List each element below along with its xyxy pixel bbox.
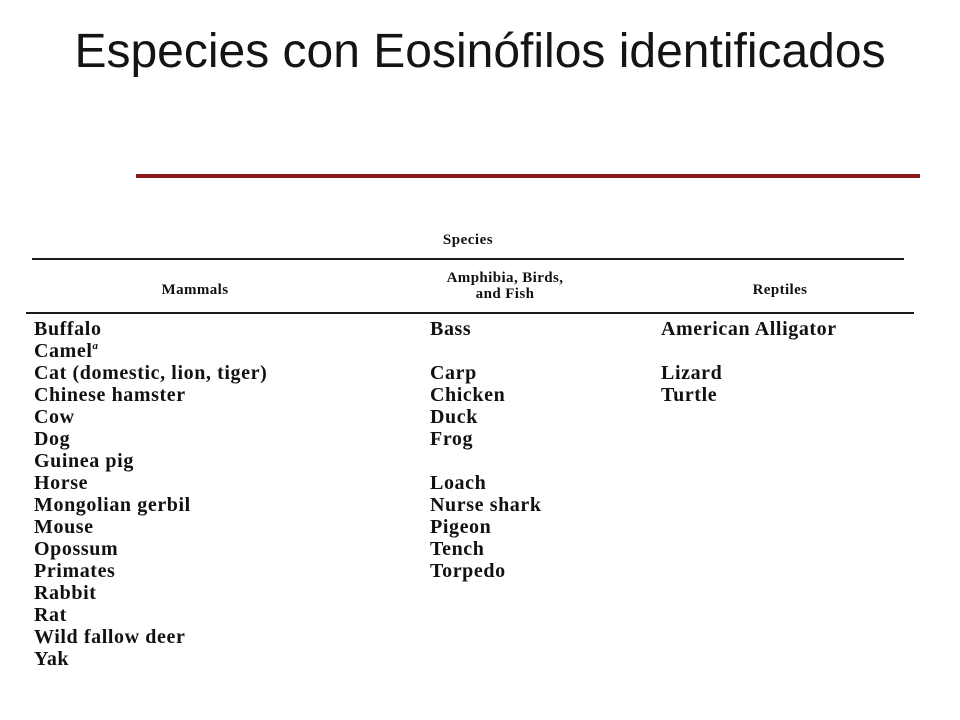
- title-divider: [136, 174, 920, 178]
- species-amphibia-bird-fish: Chicken: [430, 384, 506, 406]
- species-reptile: [661, 340, 837, 362]
- species-amphibia-bird-fish: [430, 340, 542, 362]
- table-rule-top: [32, 258, 904, 260]
- species-mammal: [34, 626, 267, 648]
- column-reptiles: [661, 318, 837, 406]
- species-amphibia-bird-fish: [430, 450, 542, 472]
- species-reptile: Turtle: [661, 384, 718, 406]
- species-name: Yak: [34, 648, 70, 670]
- column-header-amphibia-line2: and Fish: [475, 286, 535, 302]
- species-mammal: [34, 582, 267, 604]
- footnote-marker: a: [92, 340, 99, 352]
- species-name: Camel: [34, 340, 93, 362]
- species-amphibia-bird-fish: Torpedo: [430, 560, 506, 582]
- table-rule-header: [26, 312, 914, 314]
- species-amphibia-bird-fish: Carp: [430, 362, 477, 384]
- species-amphibia-bird-fish: Duck: [430, 406, 478, 428]
- species-mammal: [34, 450, 267, 472]
- table-header-species: Species: [442, 232, 494, 248]
- species-mammal: [34, 406, 267, 428]
- column-amphibia-birds-fish: [430, 318, 542, 582]
- species-mammal: [34, 428, 267, 450]
- column-mammals: [34, 318, 267, 670]
- species-name: Mongolian gerbil: [34, 494, 191, 516]
- species-mammal: [34, 340, 267, 362]
- species-amphibia-bird-fish: Loach: [430, 472, 487, 494]
- species-name: Guinea pig: [34, 450, 134, 472]
- species-name: Mouse: [34, 516, 94, 538]
- species-name: Horse: [34, 472, 89, 494]
- slide-title: Especies con Eosinófilos identificados: [74, 25, 886, 78]
- species-name: Opossum: [34, 538, 119, 560]
- species-amphibia-bird-fish: Bass: [430, 318, 472, 340]
- species-mammal: [34, 560, 267, 582]
- species-amphibia-bird-fish: Tench: [430, 538, 485, 560]
- species-name: Cat (domestic, lion, tiger): [34, 362, 268, 384]
- species-mammal: [34, 494, 267, 516]
- species-name: Dog: [34, 428, 71, 450]
- species-name: Buffalo: [34, 318, 102, 340]
- species-amphibia-bird-fish: Frog: [430, 428, 474, 450]
- species-mammal: [34, 648, 267, 670]
- species-reptile: Lizard: [661, 362, 723, 384]
- species-mammal: [34, 318, 267, 340]
- species-reptile: American Alligator: [661, 318, 837, 340]
- species-mammal: [34, 538, 267, 560]
- species-amphibia-bird-fish: Pigeon: [430, 516, 492, 538]
- species-mammal: [34, 516, 267, 538]
- species-mammal: [34, 472, 267, 494]
- species-name: Rat: [34, 604, 67, 626]
- species-name: Primates: [34, 560, 116, 582]
- species-name: Chinese hamster: [34, 384, 186, 406]
- species-mammal: [34, 384, 267, 406]
- species-name: Rabbit: [34, 582, 97, 604]
- column-header-amphibia-line1: Amphibia, Birds,: [446, 270, 564, 286]
- column-header-reptiles: Reptiles: [752, 282, 808, 298]
- column-header-amphibia-birds-fish: [380, 270, 630, 302]
- species-mammal: [34, 604, 267, 626]
- species-name: Cow: [34, 406, 75, 428]
- column-header-mammals: Mammals: [161, 282, 229, 298]
- species-amphibia-bird-fish: Nurse shark: [430, 494, 542, 516]
- species-name: Wild fallow deer: [34, 626, 186, 648]
- species-mammal: [34, 362, 267, 384]
